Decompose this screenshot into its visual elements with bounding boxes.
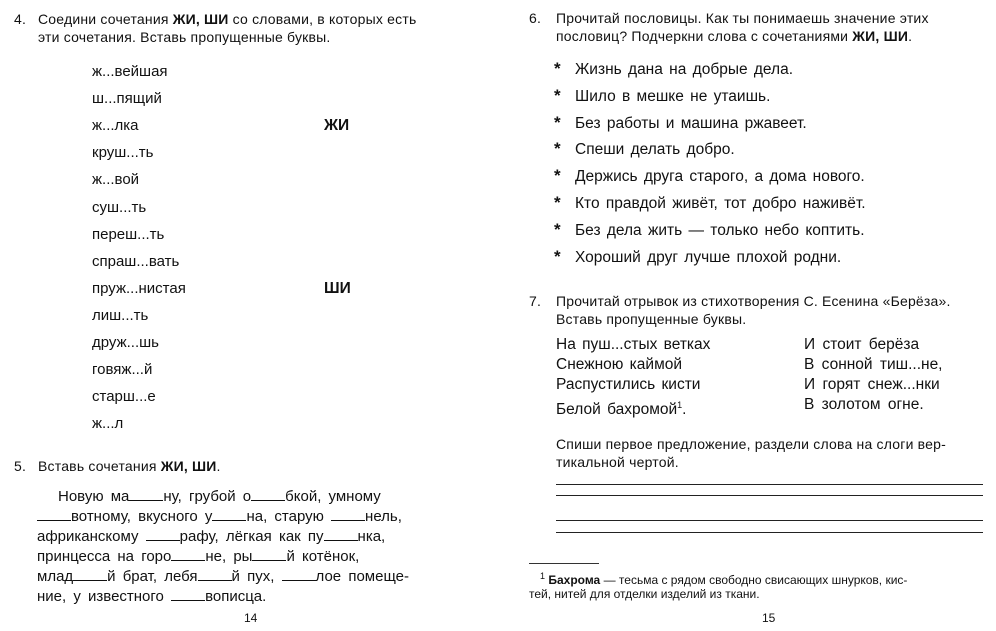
footnote-definition: — тесьма с рядом свободно свисающих шнурков, кис- (600, 573, 908, 587)
word-item: лиш...ть (92, 306, 149, 324)
task5-text: й пух, (231, 568, 282, 585)
task5-line (37, 546, 359, 567)
poem-right-line: И горят снеж...нки (804, 376, 940, 393)
poem-text: Снежною каймой (556, 356, 683, 373)
bullet-star: * (554, 193, 561, 212)
task5-text: ну, грубой о (163, 488, 252, 505)
writing-line[interactable] (556, 495, 983, 496)
bullet-star: * (554, 112, 561, 132)
blank-field[interactable] (73, 566, 107, 581)
task7-copy-instruction-line1: Спиши первое предложение, раздели слова на слоги вер- (556, 436, 947, 452)
blank-field[interactable] (171, 546, 205, 561)
word-item: пруж...нистая (92, 279, 186, 297)
task5-text: не, ры (205, 548, 253, 565)
task5-text: бкой, умному (285, 488, 381, 505)
poem-right-line: И стоит берёза (804, 336, 920, 353)
label-shi: ШИ (324, 280, 351, 297)
task7-copy-instruction-line2: тикальной чертой. (556, 454, 679, 470)
blank-field[interactable] (252, 546, 286, 561)
task4-instruction-line1 (38, 9, 416, 29)
task4-text-bold: ЖИ, ШИ (172, 11, 229, 27)
task5-instruction (38, 456, 221, 476)
task5-line (37, 586, 266, 607)
poem-left-line (556, 355, 682, 375)
proverb-item: Кто правдой живёт, тот добро наживёт. (575, 195, 866, 212)
task4-text-b: со словами, в которых есть (228, 11, 417, 27)
word-item: суш...ть (92, 198, 147, 216)
poem-left-line (556, 395, 686, 420)
task6-instruction-line1: Прочитай пословицы. Как ты понимаешь значение этих (556, 10, 929, 26)
bullet-star: * (554, 139, 561, 159)
word-item: ж...лка (92, 117, 139, 135)
blank-field[interactable] (129, 486, 163, 501)
task5-text: вописца. (205, 588, 267, 605)
word-item: говяж...й (92, 361, 153, 379)
task5-text: лое помеще- (315, 568, 409, 585)
bullet-star: * (554, 85, 561, 105)
poem-right-line: В золотом огне. (804, 396, 924, 413)
task7-instruction-line1: Прочитай отрывок из стихотворения С. Есенина «Берёза». (556, 293, 951, 309)
word-item: ж...вой (92, 171, 140, 189)
blank-field[interactable] (37, 506, 71, 521)
poem-text-end: . (682, 401, 687, 419)
poem-text: Белой бахромой (556, 401, 678, 419)
task5-text: рафу, лёгкая как пу (179, 528, 324, 545)
word-item: старш...е (92, 388, 156, 406)
task5-line (58, 486, 381, 507)
poem-left-line (556, 375, 700, 395)
task5-text: нель, (365, 508, 402, 525)
task6-text-bold: ЖИ, ШИ (852, 28, 909, 44)
blank-field[interactable] (324, 526, 358, 541)
bullet-star: * (554, 166, 561, 186)
task4-text-a: Соедини сочетания (38, 11, 173, 27)
blank-field[interactable] (282, 566, 316, 581)
task4-instruction-line2: эти сочетания. Вставь пропущенные буквы. (38, 29, 331, 45)
word-item: ш...пящий (92, 90, 162, 108)
footnote-separator (529, 563, 599, 564)
word-item: спраш...вать (92, 252, 180, 270)
bullet-star: * (554, 59, 561, 78)
task5-text-a: Вставь сочетания (38, 458, 161, 474)
writing-line[interactable] (556, 532, 983, 533)
word-item: друж...шь (92, 334, 159, 351)
task7-number: 7. (529, 293, 542, 309)
proverb-item: Шило в мешке не утаишь. (575, 87, 771, 105)
poem-text: На пуш...стых ветках (556, 336, 711, 353)
blank-field[interactable] (251, 486, 285, 501)
blank-field[interactable] (198, 566, 232, 581)
blank-field[interactable] (146, 526, 180, 541)
writing-line[interactable] (556, 520, 983, 521)
task5-line (37, 566, 409, 587)
proverb-item: Спеши делать добро. (575, 141, 735, 159)
task5-line (37, 506, 402, 527)
word-item: ж...вейшая (92, 63, 168, 80)
proverb-item: Без дела жить — только небо коптить. (575, 221, 865, 239)
word-item: круш...ть (92, 144, 154, 162)
task5-text: принцесса на горо (37, 548, 172, 565)
blank-field[interactable] (171, 586, 205, 601)
task5-text-b: . (216, 458, 221, 474)
word-item: ж...л (92, 415, 124, 433)
page-number-left: 14 (244, 611, 258, 625)
task5-text: й котёнок, (286, 548, 360, 565)
proverb-item: Хороший друг лучше плохой родни. (575, 248, 842, 266)
task6-text-a: пословиц? Подчеркни слова с сочетаниями (556, 28, 853, 44)
page-number-right: 15 (762, 611, 776, 625)
blank-field[interactable] (331, 506, 365, 521)
blank-field[interactable] (212, 506, 246, 521)
task5-text: африканскому (37, 528, 146, 545)
proverb-item: Без работы и машина ржавеет. (575, 114, 807, 132)
proverb-item: Жизнь дана на добрые дела. (575, 61, 794, 78)
task5-text: нка, (357, 528, 386, 545)
task5-text: на, старую (246, 508, 332, 525)
footnote-line2: тей, нитей для отделки изделий из ткани. (529, 587, 760, 601)
writing-line[interactable] (556, 484, 983, 485)
footnote-term: Бахрома (548, 573, 601, 587)
label-zhi: ЖИ (324, 117, 350, 134)
task5-text: ние, у известного (37, 588, 172, 605)
task7-instruction-line2: Вставь пропущенные буквы. (556, 311, 747, 327)
footnote-mark: 1 (540, 571, 546, 581)
task5-number: 5. (14, 458, 27, 474)
task5-text: млад (37, 568, 74, 585)
task5-text-bold: ЖИ, ШИ (160, 458, 217, 474)
poem-right-line: В сонной тиш...не, (804, 356, 943, 373)
bullet-star: * (554, 219, 561, 239)
task6-text-b: . (908, 28, 913, 44)
task6-instruction-line2 (556, 26, 912, 46)
task5-line (37, 526, 385, 547)
poem-left-line (556, 335, 710, 355)
bullet-star: * (554, 246, 561, 266)
proverb-item: Держись друга старого, а дома нового. (575, 168, 865, 186)
footnote-ref: 1 (677, 400, 683, 410)
task5-text: й брат, лебя (107, 568, 198, 585)
task5-text: Новую ма (58, 488, 130, 505)
task4-number: 4. (14, 11, 27, 27)
task5-text: вотному, вкусного у (71, 508, 213, 525)
task6-number: 6. (529, 10, 542, 26)
footnote-line1 (540, 571, 907, 587)
word-item: переш...ть (92, 225, 165, 243)
poem-text: Распустились кисти (556, 376, 701, 393)
